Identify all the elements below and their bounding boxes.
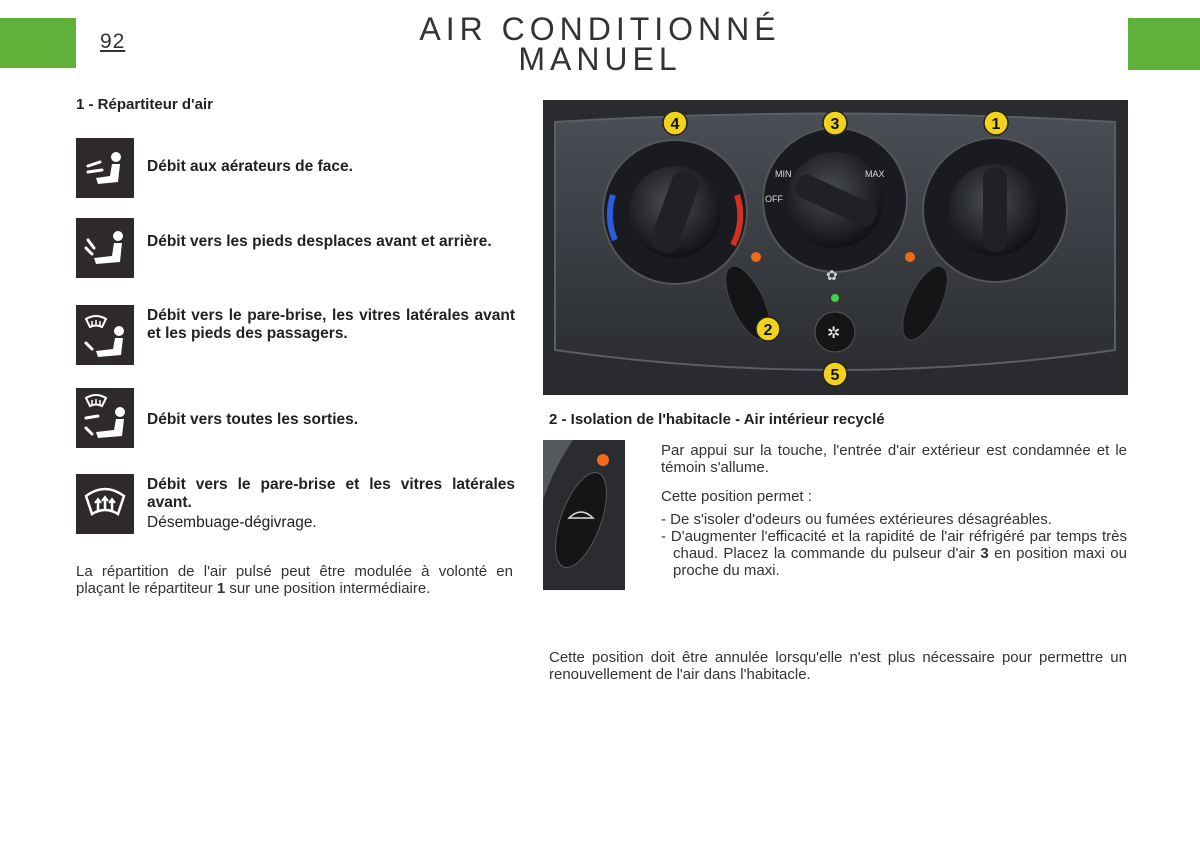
- section2-bullet-2: [661, 528, 1127, 579]
- fan-icon: ✿: [826, 267, 838, 283]
- item-demist-text: Débit vers le pare-brise et les vitres latérales avant.: [147, 476, 515, 511]
- section1-paragraph-before: La répartition de l'air pulsé peut être modulée à volonté en plaçant le répartiteur: [76, 563, 513, 597]
- section-tab-left: [0, 18, 76, 68]
- windscreen-feet-icon: [76, 305, 134, 365]
- rear-demist-indicator: [905, 252, 915, 262]
- snowflake-icon: ✲: [827, 323, 841, 342]
- page-title-line1: AIR CONDITIONNÉ: [419, 11, 781, 47]
- section2-p1: Par appui sur la touche, l'entrée d'air extérieur est condamnée et le témoin s'allume.: [661, 442, 1127, 476]
- item-feet-vents: Débit vers les pieds desplaces avant et arrière.: [147, 233, 492, 250]
- all-outlets-icon: [76, 388, 134, 448]
- item-demist: [147, 476, 515, 532]
- svg-text:2: 2: [763, 322, 773, 339]
- page-title: [300, 11, 900, 77]
- section1-paragraph: [76, 563, 513, 597]
- item-face-vents: Débit aux aérateurs de face.: [147, 158, 353, 175]
- section-tab-right: [1128, 18, 1200, 70]
- callout-2: [756, 317, 780, 341]
- section2-bullet-2-after: en position maxi ou proche du maxi.: [673, 545, 1127, 579]
- page-title-line2: MANUEL: [518, 41, 682, 77]
- section2-bullet-2-before: - D'augmenter l'efficacité et la rapidité de l'air réfrigéré par temps très chaud. Placez la commande du pulseur d'air: [661, 528, 1127, 562]
- recirculation-indicator: [751, 252, 761, 262]
- section2-heading: 2 - Isolation de l'habitacle - Air intérieur recyclé: [549, 411, 885, 428]
- svg-text:4: 4: [670, 116, 680, 133]
- section2-bullet-2-bold: 3: [980, 545, 989, 562]
- face-vents-icon: [76, 138, 134, 198]
- section1-heading: 1 - Répartiteur d'air: [76, 96, 213, 113]
- label-off: OFF: [765, 194, 783, 204]
- feet-vents-icon: [76, 218, 134, 278]
- callout-4: [663, 111, 687, 135]
- callout-1: [984, 111, 1008, 135]
- svg-text:1: 1: [991, 116, 1001, 133]
- item-windscreen-feet: Débit vers le pare-brise, les vitres latérales avant et les pieds des passagers.: [147, 307, 515, 342]
- section2-closing: Cette position doit être annulée lorsqu'elle n'est plus nécessaire pour permettre un renouvellement de l'air dans l'habitacle.: [549, 649, 1127, 683]
- callout-3: [823, 111, 847, 135]
- item-demist-sub: Désembuage-dégivrage.: [147, 514, 317, 531]
- section1-paragraph-after: sur une position intermédiaire.: [225, 580, 431, 597]
- control-panel-photo: [543, 100, 1128, 395]
- section2-bullet-1: - De s'isoler d'odeurs ou fumées extérieures désagréables.: [661, 511, 1052, 528]
- label-min: MIN: [775, 169, 792, 179]
- ac-indicator: [831, 294, 839, 302]
- recirculation-button-photo: [543, 440, 625, 590]
- page-number: 92: [100, 30, 126, 53]
- callout-5: [823, 362, 847, 386]
- section2-p2: Cette position permet :: [661, 488, 812, 505]
- item-all-outlets: Débit vers toutes les sorties.: [147, 411, 359, 428]
- section2-bullets: [661, 511, 1127, 579]
- svg-text:5: 5: [830, 367, 840, 384]
- demist-icon: [76, 474, 134, 534]
- section1-paragraph-bold: 1: [216, 580, 226, 597]
- label-max: MAX: [865, 169, 885, 179]
- svg-text:3: 3: [830, 116, 840, 133]
